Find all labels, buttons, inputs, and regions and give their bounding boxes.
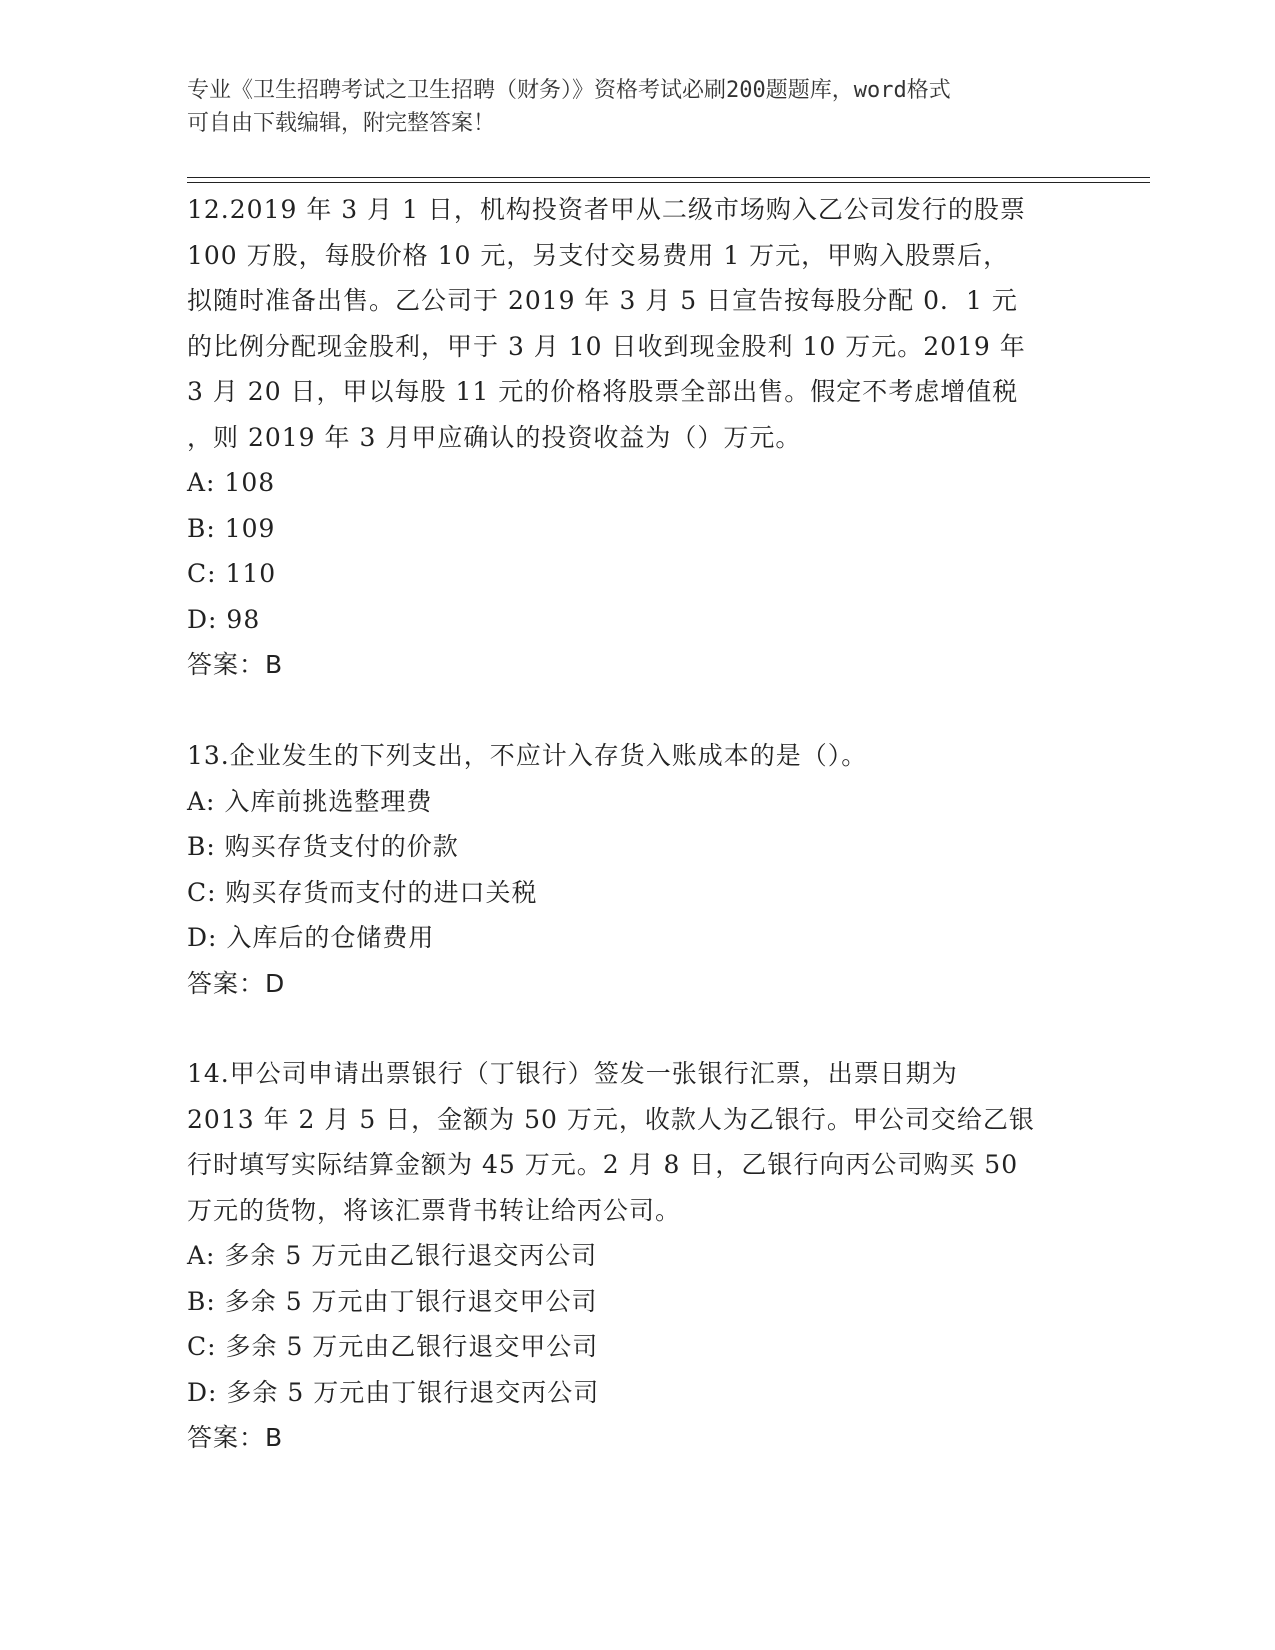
question-12 [187,187,1107,688]
question-text-line: 13.企业发生的下列支出，不应计入存货入账成本的是（）。 [187,741,868,770]
option-b: B: 多余 5 万元由丁银行退交甲公司 [187,1286,598,1316]
question-14 [187,1051,1107,1461]
option-d: D: 98 [187,604,261,634]
header-line-2: 可自由下载编辑，附完整答案！ [187,111,496,136]
option-a: A: 多余 5 万元由乙银行退交丙公司 [187,1241,598,1270]
option-d: D: 多余 5 万元由丁银行退交丙公司 [187,1377,600,1407]
question-13 [187,733,1107,1006]
answer-label: 答案：B [187,1423,284,1452]
option-d: D: 入库后的仓储费用 [187,923,435,952]
option-a: A: 入库前挑选整理费 [187,786,433,816]
question-text-line: 行时填写实际结算金额为 45 万元。2 月 8 日，乙银行向丙公司购买 50 [187,1150,1019,1179]
option-c: C: 多余 5 万元由乙银行退交甲公司 [187,1332,599,1361]
answer-label: 答案：B [187,650,284,679]
question-text-line: 14.甲公司申请出票银行（丁银行）签发一张银行汇票，出票日期为 [187,1059,958,1088]
option-c: C: 购买存货而支付的进口关税 [187,877,538,907]
question-text-line: 100 万股，每股价格 10 元，另支付交易费用 1 万元，甲购入股票后， [187,240,1010,270]
question-text-line: 拟随时准备出售。乙公司于 2019 年 3 月 5 日宣告按每股分配 0．1 元 [187,286,1018,315]
header-divider-top [187,177,1150,178]
option-a: A: 108 [187,468,276,497]
option-b: B: 购买存货支付的价款 [187,832,459,861]
question-text-line: 2013 年 2 月 5 日，金额为 50 万元，收款人为乙银行。甲公司交给乙银 [187,1104,1035,1134]
question-text-line: 12.2019 年 3 月 1 日，机构投资者甲从二级市场购入乙公司发行的股票 [187,195,1026,224]
document-header [187,74,1087,140]
option-b: B: 109 [187,513,276,543]
question-text-line: 3 月 20 日，甲以每股 11 元的价格将股票全部出售。假定不考虑增值税 [187,377,1019,406]
question-text-line: 的比例分配现金股利，甲于 3 月 10 日收到现金股利 10 万元。2019 年 [187,331,1026,361]
question-text-line: ，则 2019 年 3 月甲应确认的投资收益为（）万元。 [187,422,802,452]
answer-label: 答案：D [187,968,286,998]
header-line-1: 专业《卫生招聘考试之卫生招聘（财务）》资格考试必刷200题题库，word格式 [187,78,951,103]
option-c: C: 110 [187,559,277,588]
header-divider-bottom [187,182,1150,183]
question-text-line: 万元的货物，将该汇票背书转让给丙公司。 [187,1195,682,1225]
